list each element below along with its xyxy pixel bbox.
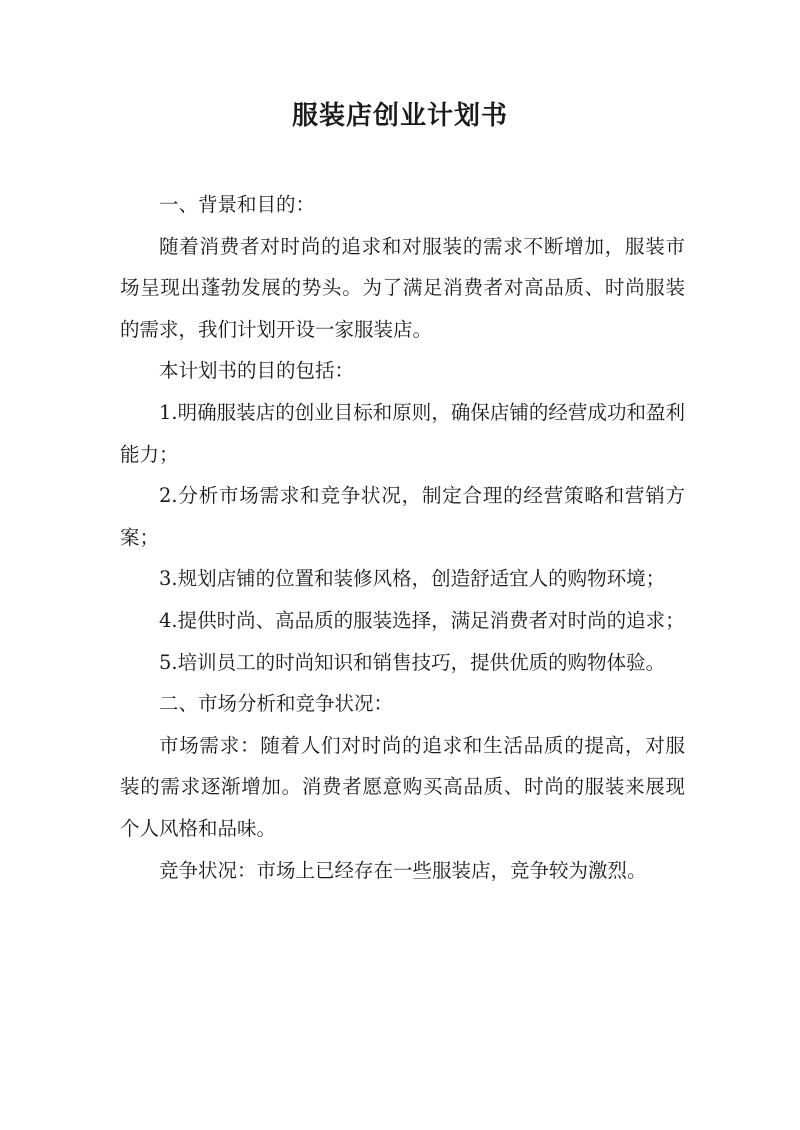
- paragraph-market-demand: 市场需求：随着人们对时尚的追求和生活品质的提高，对服装的需求逐渐增加。消费者愿意购买高品质、时尚的服装来展现个人风格和品味。: [120, 733, 685, 840]
- document-title: 服装店创业计划书: [291, 101, 508, 131]
- section-heading-market: 二、市场分析和竞争状况：: [159, 692, 394, 716]
- list-item-goal-5: 5.培训员工的时尚知识和销售技巧，提供优质的购物体验。: [159, 650, 666, 674]
- list-item-goal-3: 3.规划店铺的位置和装修风格，创造舒适宜人的购物环境；: [159, 567, 666, 591]
- list-item-goal-1: 1.明确服装店的创业目标和原则，确保店铺的经营成功和盈利能力；: [120, 400, 685, 466]
- document-body: [120, 184, 685, 891]
- paragraph-purpose-intro: 本计划书的目的包括：: [159, 359, 355, 383]
- paragraph-competition: 竞争状况：市场上已经存在一些服装店，竞争较为激烈。: [159, 858, 647, 882]
- list-item-goal-4: 4.提供时尚、高品质的服装选择，满足消费者对时尚的追求；: [159, 608, 685, 632]
- paragraph-background: 随着消费者对时尚的追求和对服装的需求不断增加，服装市场呈现出蓬勃发展的势头。为了满足消费者对高品质、时尚服装的需求，我们计划开设一家服装店。: [120, 234, 685, 341]
- list-item-goal-2: 2.分析市场需求和竞争状况，制定合理的经营策略和营销方案；: [120, 484, 685, 549]
- section-heading-background: 一、背景和目的：: [159, 193, 316, 216]
